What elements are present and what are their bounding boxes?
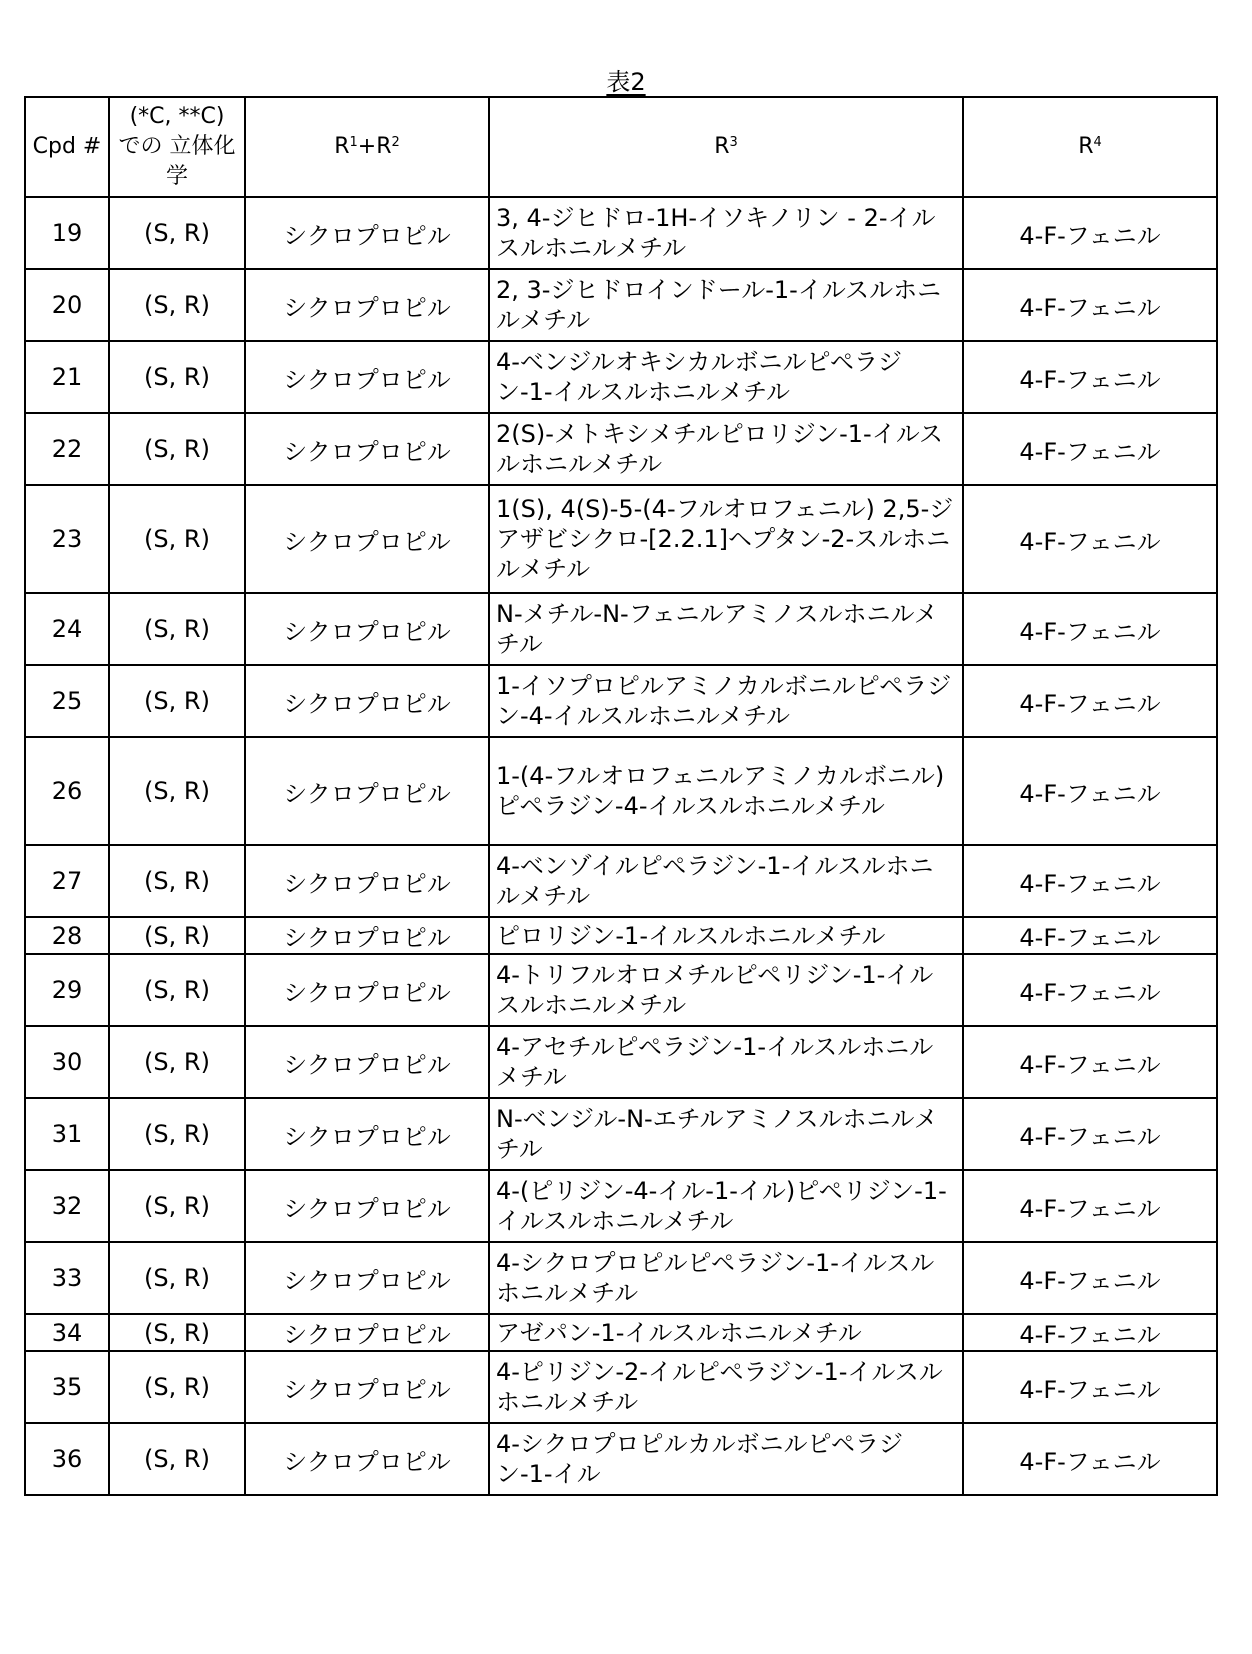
r1-r2-cell: シクロプロピル <box>245 1314 489 1351</box>
r4-cell: 4-F-フェニル <box>963 485 1217 593</box>
cpd-cell: 23 <box>25 485 109 593</box>
cpd-cell: 32 <box>25 1170 109 1242</box>
r3-cell: 4-アセチルピペラジン-1-イルスルホニルメチル <box>489 1026 963 1098</box>
cpd-cell: 19 <box>25 197 109 269</box>
table-row <box>25 1423 1217 1495</box>
cpd-cell: 35 <box>25 1351 109 1423</box>
r1-r2-cell: シクロプロピル <box>245 845 489 917</box>
r3-cell: 1-イソプロピルアミノカルボニルピペラジン-4-イルスルホニルメチル <box>489 665 963 737</box>
r3-cell: 1(S), 4(S)-5-(4-フルオロフェニル) 2,5-ジアザビシクロ-[2.2.1]ヘプタン-2-スルホニルメチル <box>489 485 963 593</box>
table-row <box>25 845 1217 917</box>
r4-cell: 4-F-フェニル <box>963 341 1217 413</box>
stereo-cell: (S, R) <box>109 593 245 665</box>
r1-r2-cell: シクロプロピル <box>245 665 489 737</box>
table-row <box>25 954 1217 1026</box>
table-row <box>25 269 1217 341</box>
r4-cell: 4-F-フェニル <box>963 917 1217 954</box>
cpd-cell: 20 <box>25 269 109 341</box>
cpd-cell: 21 <box>25 341 109 413</box>
cpd-cell: 29 <box>25 954 109 1026</box>
table-row <box>25 1170 1217 1242</box>
r4-base: R <box>1078 134 1094 159</box>
r3-cell: 2(S)-メトキシメチルピロリジン-1-イルスルホニルメチル <box>489 413 963 485</box>
r4-cell: 4-F-フェニル <box>963 1170 1217 1242</box>
table-row <box>25 1242 1217 1314</box>
r3-cell: 4-ベンジルオキシカルボニルピペラジン-1-イルスルホニルメチル <box>489 341 963 413</box>
r1-r2-cell: シクロプロピル <box>245 1423 489 1495</box>
cpd-cell: 22 <box>25 413 109 485</box>
stereo-cell: (S, R) <box>109 1351 245 1423</box>
stereo-cell: (S, R) <box>109 1170 245 1242</box>
r1-r2-cell: シクロプロピル <box>245 1026 489 1098</box>
r3-base: R <box>714 134 730 159</box>
stereo-cell: (S, R) <box>109 485 245 593</box>
stereo-cell: (S, R) <box>109 665 245 737</box>
stereo-cell: (S, R) <box>109 845 245 917</box>
table-row <box>25 917 1217 954</box>
r4-cell: 4-F-フェニル <box>963 1098 1217 1170</box>
stereo-cell: (S, R) <box>109 269 245 341</box>
r4-cell: 4-F-フェニル <box>963 737 1217 845</box>
table-row <box>25 737 1217 845</box>
r4-cell: 4-F-フェニル <box>963 1242 1217 1314</box>
r1-r2-cell: シクロプロピル <box>245 341 489 413</box>
stereo-cell: (S, R) <box>109 1242 245 1314</box>
table-row <box>25 485 1217 593</box>
table-body <box>25 197 1217 1495</box>
stereo-cell: (S, R) <box>109 413 245 485</box>
r1-r2-cell: シクロプロピル <box>245 737 489 845</box>
table-row <box>25 341 1217 413</box>
table-row <box>25 1351 1217 1423</box>
r4-cell: 4-F-フェニル <box>963 665 1217 737</box>
cpd-cell: 34 <box>25 1314 109 1351</box>
r1-r2-cell: シクロプロピル <box>245 269 489 341</box>
r3-cell: 4-ベンゾイルピペラジン-1-イルスルホニルメチル <box>489 845 963 917</box>
r1-r2-cell: シクロプロピル <box>245 1170 489 1242</box>
r3-cell: 4-(ピリジン-4-イル-1-イル)ピペリジン-1-イルスルホニルメチル <box>489 1170 963 1242</box>
header-r1-r2 <box>245 97 489 197</box>
r4-cell: 4-F-フェニル <box>963 1423 1217 1495</box>
r1-r2-cell: シクロプロピル <box>245 954 489 1026</box>
table-row <box>25 665 1217 737</box>
stereo-cell: (S, R) <box>109 341 245 413</box>
stereo-cell: (S, R) <box>109 1423 245 1495</box>
r1-r2-cell: シクロプロピル <box>245 197 489 269</box>
table-row <box>25 413 1217 485</box>
r4-cell: 4-F-フェニル <box>963 197 1217 269</box>
r1-r2-cell: シクロプロピル <box>245 413 489 485</box>
r3-cell: 4-トリフルオロメチルピペリジン-1-イルスルホニルメチル <box>489 954 963 1026</box>
r1-base: R <box>334 134 350 159</box>
table-row <box>25 1314 1217 1351</box>
stereo-cell: (S, R) <box>109 737 245 845</box>
r1-sup: 1 <box>349 135 358 150</box>
stereo-cell: (S, R) <box>109 1026 245 1098</box>
r3-cell: 1-(4-フルオロフェニルアミノカルボニル)ピペラジン-4-イルスルホニルメチル <box>489 737 963 845</box>
cpd-cell: 28 <box>25 917 109 954</box>
cpd-cell: 33 <box>25 1242 109 1314</box>
header-stereochemistry: (*C, **C) での 立体化学 <box>109 97 245 197</box>
table-row <box>25 593 1217 665</box>
r3-cell: ピロリジン-1-イルスルホニルメチル <box>489 917 963 954</box>
header-r4 <box>963 97 1217 197</box>
cpd-cell: 31 <box>25 1098 109 1170</box>
r1-r2-cell: シクロプロピル <box>245 593 489 665</box>
cpd-cell: 26 <box>25 737 109 845</box>
cpd-cell: 24 <box>25 593 109 665</box>
r3-cell: 4-シクロプロピルカルボニルピペラジン-1-イル <box>489 1423 963 1495</box>
table-title <box>0 62 1252 97</box>
r4-cell: 4-F-フェニル <box>963 1314 1217 1351</box>
r4-cell: 4-F-フェニル <box>963 1026 1217 1098</box>
r2-base: +R <box>357 134 392 159</box>
r1-r2-cell: シクロプロピル <box>245 1242 489 1314</box>
r1-r2-cell: シクロプロピル <box>245 917 489 954</box>
r1-r2-cell: シクロプロピル <box>245 1098 489 1170</box>
table-row <box>25 1026 1217 1098</box>
stereo-cell: (S, R) <box>109 1098 245 1170</box>
cpd-cell: 36 <box>25 1423 109 1495</box>
r2-sup: 2 <box>391 135 400 150</box>
header-row <box>25 97 1217 197</box>
stereo-cell: (S, R) <box>109 954 245 1026</box>
cpd-cell: 25 <box>25 665 109 737</box>
header-cpd: Cpd # <box>25 97 109 197</box>
r3-cell: N-メチル-N-フェニルアミノスルホニルメチル <box>489 593 963 665</box>
r3-sup: 3 <box>729 135 738 150</box>
cpd-cell: 30 <box>25 1026 109 1098</box>
r1-r2-cell: シクロプロピル <box>245 1351 489 1423</box>
r3-cell: 2, 3-ジヒドロインドール-1-イルスルホニルメチル <box>489 269 963 341</box>
compound-table <box>24 96 1218 1496</box>
r4-cell: 4-F-フェニル <box>963 1351 1217 1423</box>
stereo-cell: (S, R) <box>109 917 245 954</box>
stereo-cell: (S, R) <box>109 1314 245 1351</box>
table-row <box>25 1098 1217 1170</box>
r1-r2-cell: シクロプロピル <box>245 485 489 593</box>
r4-cell: 4-F-フェニル <box>963 413 1217 485</box>
r4-sup: 4 <box>1093 135 1102 150</box>
r3-cell: 4-ピリジン-2-イルピペラジン-1-イルスルホニルメチル <box>489 1351 963 1423</box>
r3-cell: アゼパン-1-イルスルホニルメチル <box>489 1314 963 1351</box>
r3-cell: N-ベンジル-N-エチルアミノスルホニルメチル <box>489 1098 963 1170</box>
header-r3 <box>489 97 963 197</box>
r4-cell: 4-F-フェニル <box>963 269 1217 341</box>
r3-cell: 3, 4-ジヒドロ-1H-イソキノリン - 2-イルスルホニルメチル <box>489 197 963 269</box>
table-title-text: 表2 <box>606 68 646 96</box>
r4-cell: 4-F-フェニル <box>963 593 1217 665</box>
r3-cell: 4-シクロプロピルピペラジン-1-イルスルホニルメチル <box>489 1242 963 1314</box>
stereo-cell: (S, R) <box>109 197 245 269</box>
table-row <box>25 197 1217 269</box>
cpd-cell: 27 <box>25 845 109 917</box>
r4-cell: 4-F-フェニル <box>963 954 1217 1026</box>
r4-cell: 4-F-フェニル <box>963 845 1217 917</box>
